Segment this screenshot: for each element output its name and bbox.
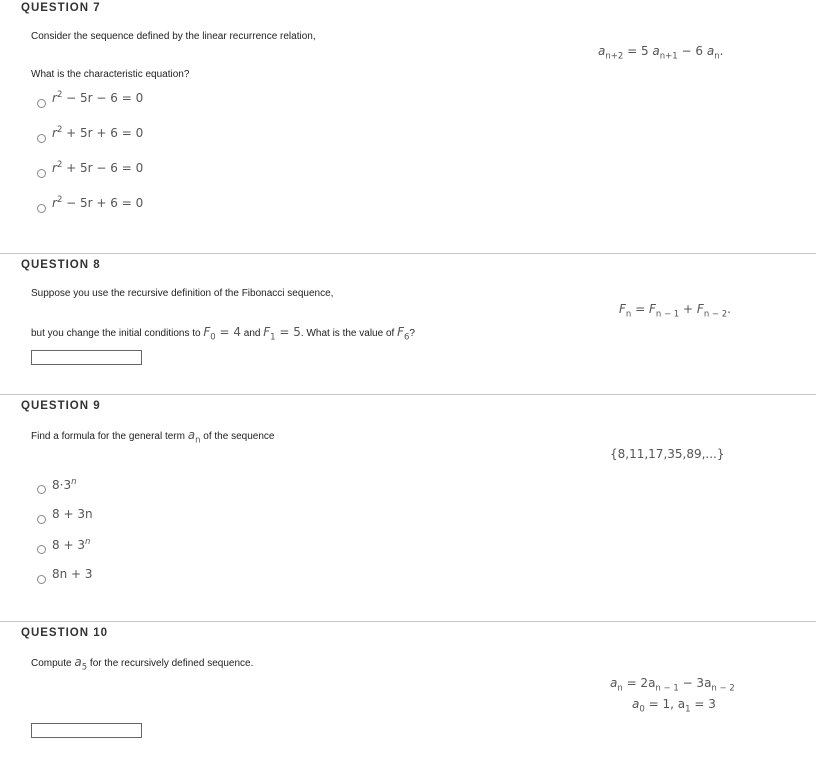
- q7-option-1-radio[interactable]: [37, 99, 46, 108]
- q9-option-4-label: 8n + 3: [52, 567, 93, 581]
- question-8-fibonacci-formula: $F_n = F_{n - 1} + F_{n - 2}$.: [619, 302, 731, 320]
- q7-option-4-label: $r^2 - 5r + 6 = 0$: [52, 195, 144, 210]
- q8-answer-input[interactable]: [31, 350, 142, 365]
- question-7-prompt: Consider the sequence defined by the linear recurrence relation,: [31, 31, 316, 42]
- question-7-title: QUESTION 7: [21, 2, 101, 14]
- q9-option-2-radio[interactable]: [37, 515, 46, 524]
- question-7-subprompt: What is the characteristic equation?: [31, 69, 190, 80]
- q9-option-1-radio[interactable]: [37, 485, 46, 494]
- q7-option-3-radio[interactable]: [37, 169, 46, 178]
- q9-option-4-radio[interactable]: [37, 575, 46, 584]
- question-10-initial-conditions: $a_0 = 1$, $a_1 = 3$: [632, 697, 716, 715]
- q7-option-1-label: $r^2 - 5r - 6 = 0$: [52, 90, 144, 105]
- q9-option-1-label: $8\cdot 3^n$: [52, 477, 77, 492]
- q7-option-4-radio[interactable]: [37, 204, 46, 213]
- question-9-sequence: {8,11,17,35,89,...}: [610, 447, 725, 461]
- divider-q9-q10: [0, 621, 816, 622]
- question-10-recurrence-line: $a_n = 2a_{n - 1} - 3a_{n - 2}$: [610, 676, 735, 694]
- question-9-prompt: Find a formula for the general term $a_n$ of the sequence: [31, 428, 275, 446]
- divider-q8-q9: [0, 394, 816, 395]
- question-10-title: QUESTION 10: [21, 627, 109, 639]
- q10-answer-input[interactable]: [31, 723, 142, 738]
- question-8-conditions: but you change the initial conditions to $F_0 = 4$ and $F_1 = 5$. What is the value of $F_6$?: [31, 325, 415, 343]
- q7-option-2-radio[interactable]: [37, 134, 46, 143]
- question-10-prompt: Compute $a_5$ for the recursively defined sequence.: [31, 655, 254, 673]
- q7-option-2-label: $r^2 + 5r + 6 = 0$: [52, 125, 144, 140]
- question-8-prompt: Suppose you use the recursive definition of the Fibonacci sequence,: [31, 288, 334, 299]
- q9-option-2-label: 8 + 3n: [52, 507, 93, 521]
- q9-option-3-radio[interactable]: [37, 545, 46, 554]
- divider-q7-q8: [0, 253, 816, 254]
- q9-option-3-label: $8 + 3^n$: [52, 537, 91, 552]
- q7-option-3-label: $r^2 + 5r - 6 = 0$: [52, 160, 144, 175]
- question-7-recurrence: $a_{n+2} = 5$ $a_{n+1} - 6$ $a_n$.: [598, 44, 724, 62]
- question-8-title: QUESTION 8: [21, 259, 101, 271]
- question-9-title: QUESTION 9: [21, 400, 101, 412]
